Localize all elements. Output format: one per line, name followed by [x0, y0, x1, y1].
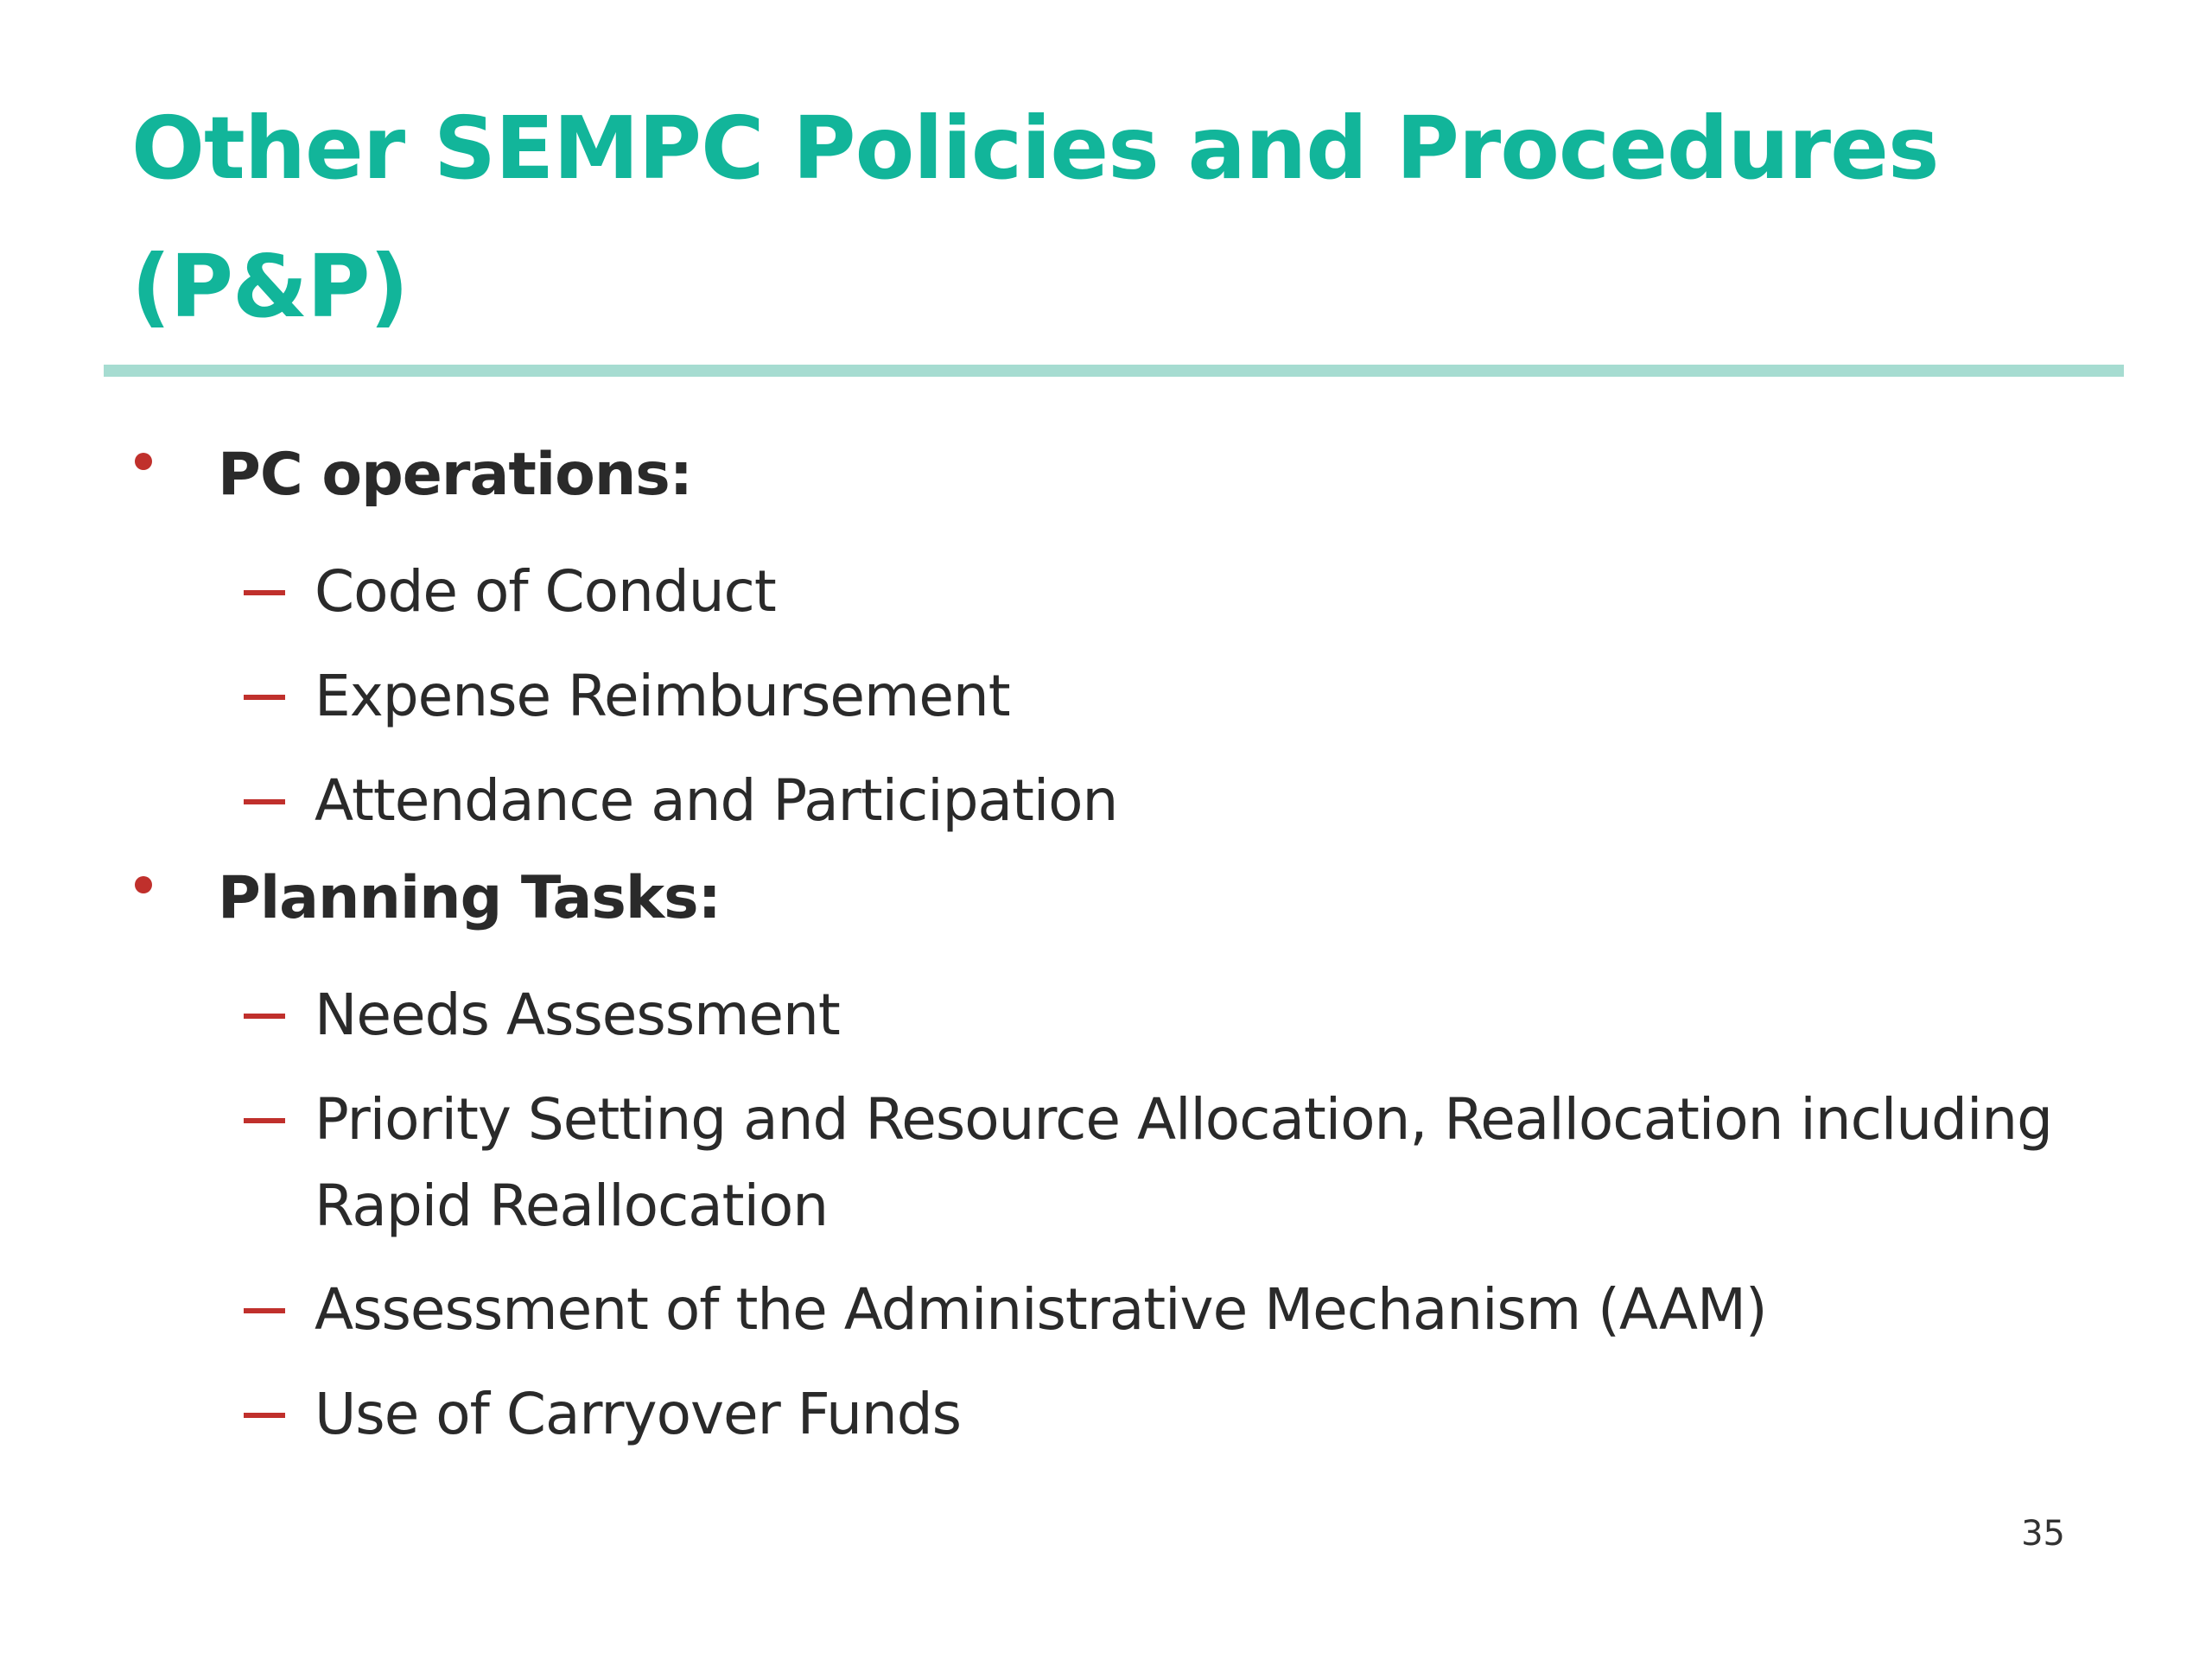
dash-icon: [244, 695, 285, 700]
sub-item-text: Expense Reimbursement: [315, 663, 1010, 729]
bullet-heading: PC operations:: [218, 441, 692, 509]
dash-icon: [244, 1308, 285, 1313]
page-number: 35: [2021, 1514, 2065, 1554]
dash-icon: [244, 1413, 285, 1418]
sub-item-text: Use of Carryover Funds: [315, 1381, 962, 1447]
dash-icon: [244, 590, 285, 595]
dash-icon: [244, 1014, 285, 1019]
dash-icon: [244, 1118, 285, 1123]
bullet-dot-icon: [131, 441, 166, 475]
sub-item-text: Assessment of the Administrative Mechanism (AAM): [315, 1276, 1767, 1343]
bullet-dot-icon: [131, 864, 166, 899]
slide-title: Other SEMPC Policies and Procedures (P&P): [131, 98, 1939, 337]
bullet-heading: Planning Tasks:: [218, 864, 721, 932]
sub-item-text: Priority Setting and Resource Allocation, Reallocation including Rapid Reallocation: [315, 1086, 2053, 1239]
sub-item-text: Code of Conduct: [315, 558, 776, 625]
dash-icon: [244, 799, 285, 804]
sub-item-text: Attendance and Participation: [315, 767, 1118, 834]
sub-item-text: Needs Assessment: [315, 982, 840, 1048]
